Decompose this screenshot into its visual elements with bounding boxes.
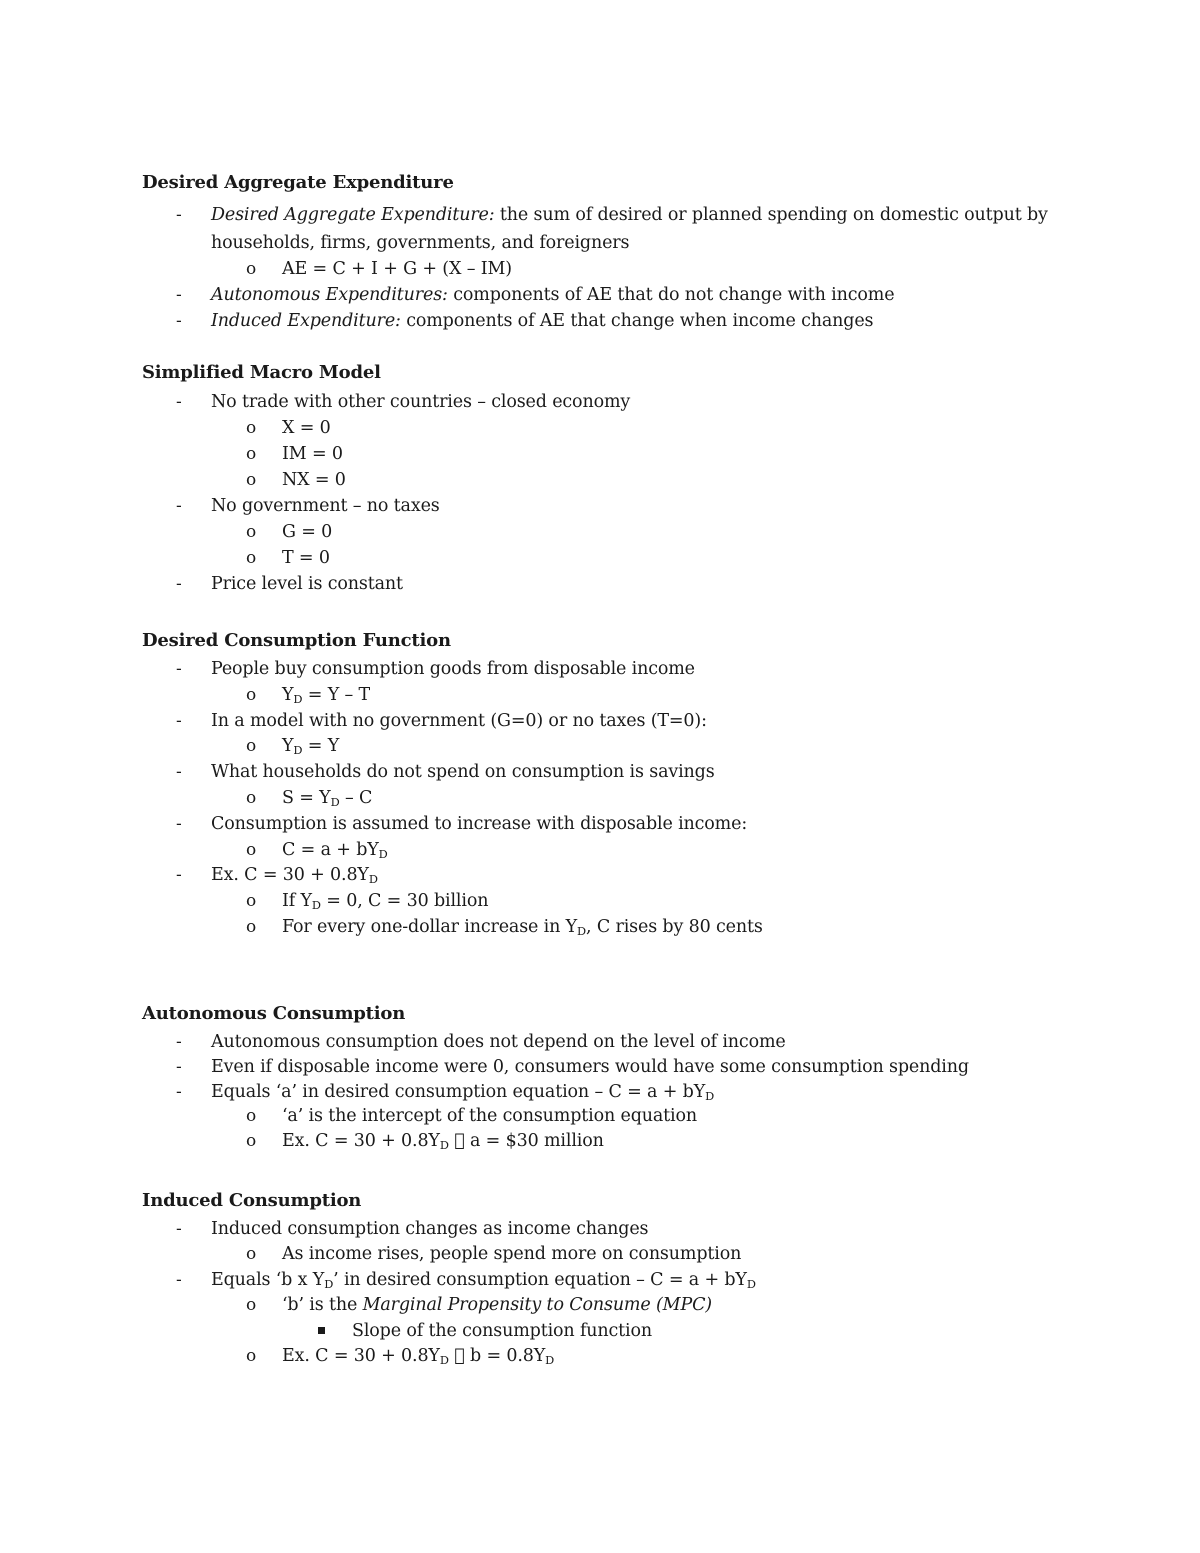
item-text: No government – no taxes — [211, 496, 440, 516]
item-text: Even if disposable income were 0, consumers would have some consumption spending — [211, 1056, 969, 1077]
bullet-circle: o — [246, 522, 257, 542]
bullet-circle: o — [246, 1345, 257, 1366]
list-item — [142, 201, 1102, 257]
list-item — [142, 1080, 1102, 1105]
section-simplified-macro-model — [142, 361, 1102, 597]
list-item — [142, 1344, 1102, 1369]
text-run: ‘b’ is the — [282, 1295, 363, 1316]
list-item — [142, 467, 1102, 493]
definition: the sum of desired or planned spending on domestic output by households, firms, governments, and foreigners — [211, 205, 1048, 253]
text-run: Y — [282, 684, 294, 705]
list-item — [142, 309, 1102, 333]
list-item — [142, 760, 1102, 786]
definition: components of AE that do not change with income — [447, 285, 895, 305]
subscript: D — [705, 1088, 715, 1103]
list-item — [142, 1055, 1102, 1080]
list-item — [142, 1319, 1102, 1344]
subscript: D — [311, 898, 321, 913]
list-item — [142, 493, 1102, 519]
list-item — [142, 889, 1102, 915]
bullet-dash: - — [176, 285, 182, 305]
bullet-circle: o — [246, 787, 257, 808]
text-run: Y — [282, 736, 294, 757]
list-item — [142, 838, 1102, 864]
bullet-dash: - — [176, 574, 182, 594]
item-text: Slope of the consumption function — [352, 1320, 653, 1341]
item-text: ‘a’ is the intercept of the consumption equation — [282, 1106, 698, 1127]
text-run: C = a + bY — [282, 839, 379, 860]
list-item — [142, 519, 1102, 545]
section-induced-consumption — [142, 1189, 1102, 1369]
list-item — [142, 441, 1102, 467]
list-item — [142, 283, 1102, 307]
bullet-dash: - — [176, 1056, 182, 1077]
subscript: D — [439, 1138, 449, 1153]
subscript: D — [746, 1276, 756, 1291]
subscript: D — [577, 923, 587, 938]
bullet-circle: o — [246, 418, 257, 438]
text-run: , C rises by 80 cents — [586, 916, 763, 937]
bullet-dash: - — [176, 1032, 182, 1052]
text-run: Ex. C = 30 + 0.8Y — [282, 1345, 440, 1366]
bullet-dash: - — [176, 1081, 182, 1102]
section-body — [142, 201, 1102, 333]
section-desired-aggregate-expenditure — [142, 171, 1102, 333]
definition: components of AE that change when income changes — [400, 311, 874, 331]
list-item — [142, 1104, 1102, 1129]
list-item — [142, 786, 1102, 812]
item-text: IM = 0 — [282, 444, 343, 464]
item-text: People buy consumption goods from disposable income — [211, 659, 695, 679]
bullet-dash: - — [176, 1219, 182, 1239]
term: Autonomous Expenditures: — [211, 285, 448, 305]
text-run: = 0, C = 30 billion — [320, 891, 489, 912]
list-item — [142, 709, 1102, 735]
bullet-circle: o — [246, 891, 257, 912]
list-item — [142, 657, 1102, 683]
list-item — [142, 1129, 1102, 1154]
item-text: Autonomous consumption does not depend on the level of income — [211, 1032, 786, 1052]
section-autonomous-consumption — [142, 1002, 1102, 1154]
equation: AE = C + I + G + (X – IM) — [282, 259, 512, 279]
list-item — [142, 1030, 1102, 1055]
list-item — [142, 1242, 1102, 1267]
subscript: D — [368, 872, 378, 887]
text-run: If Y — [282, 891, 312, 912]
bullet-circle: o — [246, 1244, 257, 1265]
item-text: NX = 0 — [282, 470, 346, 490]
list-item — [142, 1268, 1102, 1293]
bullet-circle: o — [246, 444, 257, 464]
bullet-circle: o — [246, 839, 257, 860]
text-run: S = Y — [282, 787, 331, 808]
bullet-dash: - — [176, 392, 182, 412]
bullet-circle: o — [246, 916, 257, 937]
list-item — [142, 1217, 1102, 1242]
bullet-dash: - — [176, 659, 182, 679]
subscript: D — [439, 1352, 449, 1367]
list-item — [142, 915, 1102, 941]
item-text: As income rises, people spend more on consumption — [282, 1244, 742, 1265]
text-run: = Y – T — [302, 684, 371, 705]
item-text: T = 0 — [282, 548, 330, 568]
bullet-dash: - — [176, 311, 182, 331]
list-item — [142, 1293, 1102, 1318]
list-item — [142, 812, 1102, 838]
subscript: D — [330, 794, 340, 809]
text-run: Equals ‘b x Y — [211, 1269, 325, 1290]
subscript: D — [529, 1352, 539, 1367]
list-item — [142, 545, 1102, 571]
text-run: Equals ‘a’ in desired consumption equation – C = a + bY — [211, 1081, 706, 1102]
list-item — [142, 734, 1102, 760]
item-text: G = 0 — [282, 522, 333, 542]
section-heading: Simplified Macro Model — [142, 362, 381, 383]
text-run: For every one-dollar increase in Y — [282, 916, 578, 937]
bullet-circle: o — [246, 1131, 257, 1152]
bullet-dash: - — [176, 710, 182, 731]
term: Induced Expenditure: — [211, 311, 401, 331]
bullet-circle: o — [246, 548, 257, 568]
text-run: Ex. C = 30 + 0.8Y — [211, 865, 369, 886]
section-heading: Desired Aggregate Expenditure — [142, 172, 454, 193]
list-item — [142, 415, 1102, 441]
section-body — [142, 1030, 1102, 1154]
subscript: D — [378, 846, 388, 861]
item-text: No trade with other countries – closed economy — [211, 392, 631, 412]
text-run: b = 0.8Y — [448, 1345, 530, 1366]
bullet-circle: o — [246, 470, 257, 490]
bullet-circle: o — [246, 1106, 257, 1127]
bullet-circle: o — [246, 684, 257, 705]
item-text: X = 0 — [282, 418, 331, 438]
section-heading: Induced Consumption — [142, 1190, 362, 1211]
bullet-circle: o — [246, 1295, 257, 1316]
section-body — [142, 1217, 1102, 1369]
list-item — [142, 683, 1102, 709]
subscript: D — [293, 743, 303, 758]
text-run: Marginal Propensity to Consume (MPC) — [362, 1295, 712, 1316]
section-heading: Autonomous Consumption — [142, 1003, 406, 1024]
item-text: Induced consumption changes as income changes — [211, 1219, 649, 1239]
subscript: D — [293, 691, 303, 706]
subscript: D — [324, 1276, 334, 1291]
term: Desired Aggregate Expenditure: — [211, 205, 495, 225]
list-item — [142, 389, 1102, 415]
section-desired-consumption-function — [142, 629, 1102, 941]
section-body — [142, 657, 1102, 941]
bullet-dash: - — [176, 1269, 182, 1290]
bullet-square-icon — [318, 1319, 325, 1334]
section-body — [142, 389, 1102, 597]
list-item — [142, 863, 1102, 889]
bullet-dash: - — [176, 813, 182, 834]
bullet-dash: - — [176, 762, 182, 783]
bullet-dash: - — [176, 205, 182, 225]
text-run: ’ in desired consumption equation – C = a + bY — [333, 1269, 747, 1290]
item-text: In a model with no government (G=0) or no taxes (T=0): — [211, 710, 707, 731]
text-run: – C — [339, 787, 373, 808]
item-text: Consumption is assumed to increase with disposable income: — [211, 813, 748, 834]
item-text: Price level is constant — [211, 574, 403, 594]
list-item — [142, 571, 1102, 597]
section-heading: Desired Consumption Function — [142, 630, 451, 651]
bullet-dash: - — [176, 496, 182, 516]
bullet-dash: - — [176, 865, 182, 886]
item-text: What households do not spend on consumption is savings — [211, 762, 715, 783]
bullet-circle: o — [246, 736, 257, 757]
list-item — [142, 257, 1102, 281]
text-run: = Y — [302, 736, 340, 757]
text-run: a = $30 million — [448, 1131, 588, 1152]
text-run: Ex. C = 30 + 0.8Y — [282, 1131, 440, 1152]
bullet-circle: o — [246, 259, 257, 279]
